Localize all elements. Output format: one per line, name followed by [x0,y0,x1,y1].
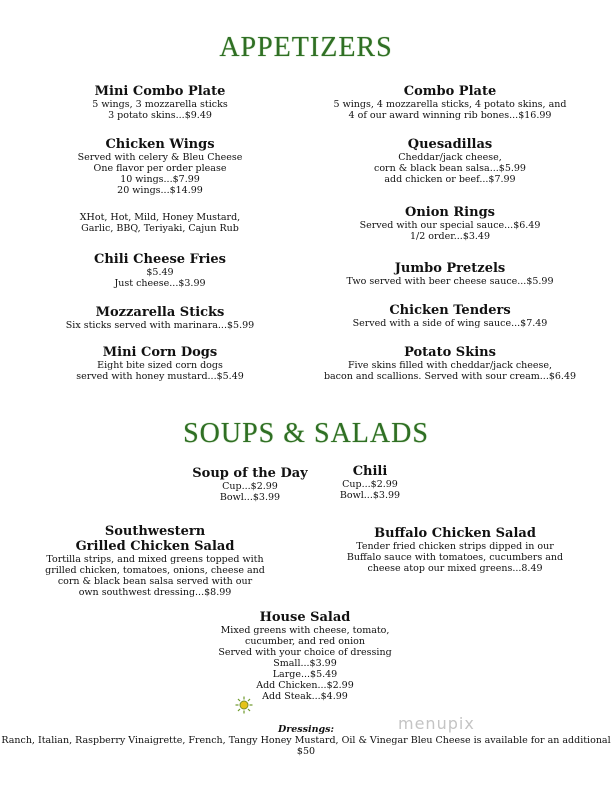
menu-item-soup-of-the-day [180,466,320,503]
item-name: House Salad [259,610,351,625]
item-price: Large...$5.49 [272,669,338,680]
appetizers-heading: APPETIZERS [219,32,393,63]
dressings-extra: Bleu Cheese is available for an additional $50 [296,735,611,757]
item-name: Mozzarella Sticks [95,305,225,320]
menu-item-chicken-tenders [300,303,600,329]
dressings-label: Dressings: [278,724,334,735]
item-price: Add Steak...$4.99 [262,691,348,702]
menu-item-mini-combo-plate [40,84,280,121]
item-price: 20 wings...$14.99 [117,185,203,196]
item-price: Add Chicken...$2.99 [256,680,354,691]
item-price: $5.49 [146,267,174,278]
item-desc: One flavor per order please [93,163,227,174]
item-desc: Six sticks served with marinara...$5.99 [65,320,255,331]
menu-item-combo-plate [300,84,600,121]
item-desc: Served with your choice of dressing [218,647,392,658]
item-price: own southwest dressing...$8.99 [78,587,232,598]
item-name: Southwestern [104,524,206,539]
item-price: Just cheese...$3.99 [114,278,206,289]
item-name: Potato Skins [404,345,496,360]
item-desc: Two served with beer cheese sauce...$5.99 [346,276,554,287]
item-desc: Eight bite sized corn dogs [97,360,223,371]
item-desc: served with honey mustard...$5.49 [76,371,244,382]
menupix-watermark: menupix [398,714,475,733]
item-name: Chicken Wings [105,137,215,152]
item-desc: Served with a side of wing sauce...$7.49 [352,318,548,329]
item-desc: bacon and scallions. Served with sour cream...$6.49 [323,371,577,382]
item-price: Small...$3.99 [273,658,337,669]
menu-item-buffalo-chicken-salad [320,526,590,574]
item-name: Jumbo Pretzels [394,261,506,276]
item-name: Grilled Chicken Salad [75,539,235,554]
item-desc: cucumber, and red onion [245,636,365,647]
item-desc: 4 of our award winning rib bones...$16.99 [348,110,552,121]
item-price: 10 wings...$7.99 [120,174,200,185]
item-price: Cup...$2.99 [342,479,398,490]
item-desc: corn & black bean salsa...$5.99 [374,163,526,174]
item-price: 1/2 order...$3.49 [409,231,491,242]
item-name: Onion Rings [405,205,495,220]
item-desc: 5 wings, 4 mozzarella sticks, 4 potato skins, and [333,99,567,110]
menu-item-mini-corn-dogs [40,345,280,382]
item-name: Quesadillas [407,137,493,152]
soups-salads-heading: SOUPS & SALADS [183,418,429,449]
item-price: cheese atop our mixed greens...8.49 [367,563,543,574]
item-desc: corn & black bean salsa served with our [57,576,253,587]
item-desc: Cheddar/jack cheese, [398,152,502,163]
item-name: Soup of the Day [192,466,308,481]
dressings-note [0,724,612,757]
item-desc: Buffalo sauce with tomatoes, cucumbers and [346,552,564,563]
item-desc: Five skins filled with cheddar/jack cheese, [347,360,553,371]
item-price: Bowl...$3.99 [219,492,281,503]
menu-item-house-salad [185,610,425,702]
item-name: Mini Corn Dogs [102,345,218,360]
item-desc: grilled chicken, tomatoes, onions, cheese and [45,565,265,576]
item-price: 3 potato skins...$9.49 [108,110,212,121]
menu-item-mozzarella-sticks [40,305,280,331]
item-name: Buffalo Chicken Salad [374,526,536,541]
item-name: Chicken Tenders [389,303,511,318]
item-price: Cup...$2.99 [222,481,278,492]
menu-item-southwestern-salad [20,524,290,598]
menu-item-chili-cheese-fries [40,252,280,289]
menu-item-chili [330,464,410,501]
dressings-list: Ranch, Italian, Raspberry Vinaigrette, French, Tangy Honey Mustard, Oil & Vinegar [1,735,408,746]
item-desc: Served with our special sauce...$6.49 [359,220,541,231]
item-name: Chili Cheese Fries [94,252,226,267]
sun-icon [235,696,253,714]
item-name: Chili [352,464,388,479]
item-desc: Mixed greens with cheese, tomato, [220,625,390,636]
item-price: Bowl...$3.99 [339,490,401,501]
menu-item-quesadillas [300,137,600,185]
item-desc: 5 wings, 3 mozzarella sticks [92,99,228,110]
item-desc: Served with celery & Bleu Cheese [77,152,243,163]
item-desc: add chicken or beef...$7.99 [384,174,516,185]
menu-item-jumbo-pretzels [300,261,600,287]
flavor-list: Garlic, BBQ, Teriyaki, Cajun Rub [81,223,239,234]
item-name: Combo Plate [403,84,497,99]
menu-item-chicken-wings [40,137,280,196]
menu-item-potato-skins [300,345,600,382]
flavor-list: XHot, Hot, Mild, Honey Mustard, [79,212,241,223]
item-desc: Tortilla strips, and mixed greens topped with [46,554,264,565]
wing-flavors [40,212,280,234]
menu-item-onion-rings [300,205,600,242]
item-desc: Tender fried chicken strips dipped in our [356,541,554,552]
item-name: Mini Combo Plate [94,84,226,99]
